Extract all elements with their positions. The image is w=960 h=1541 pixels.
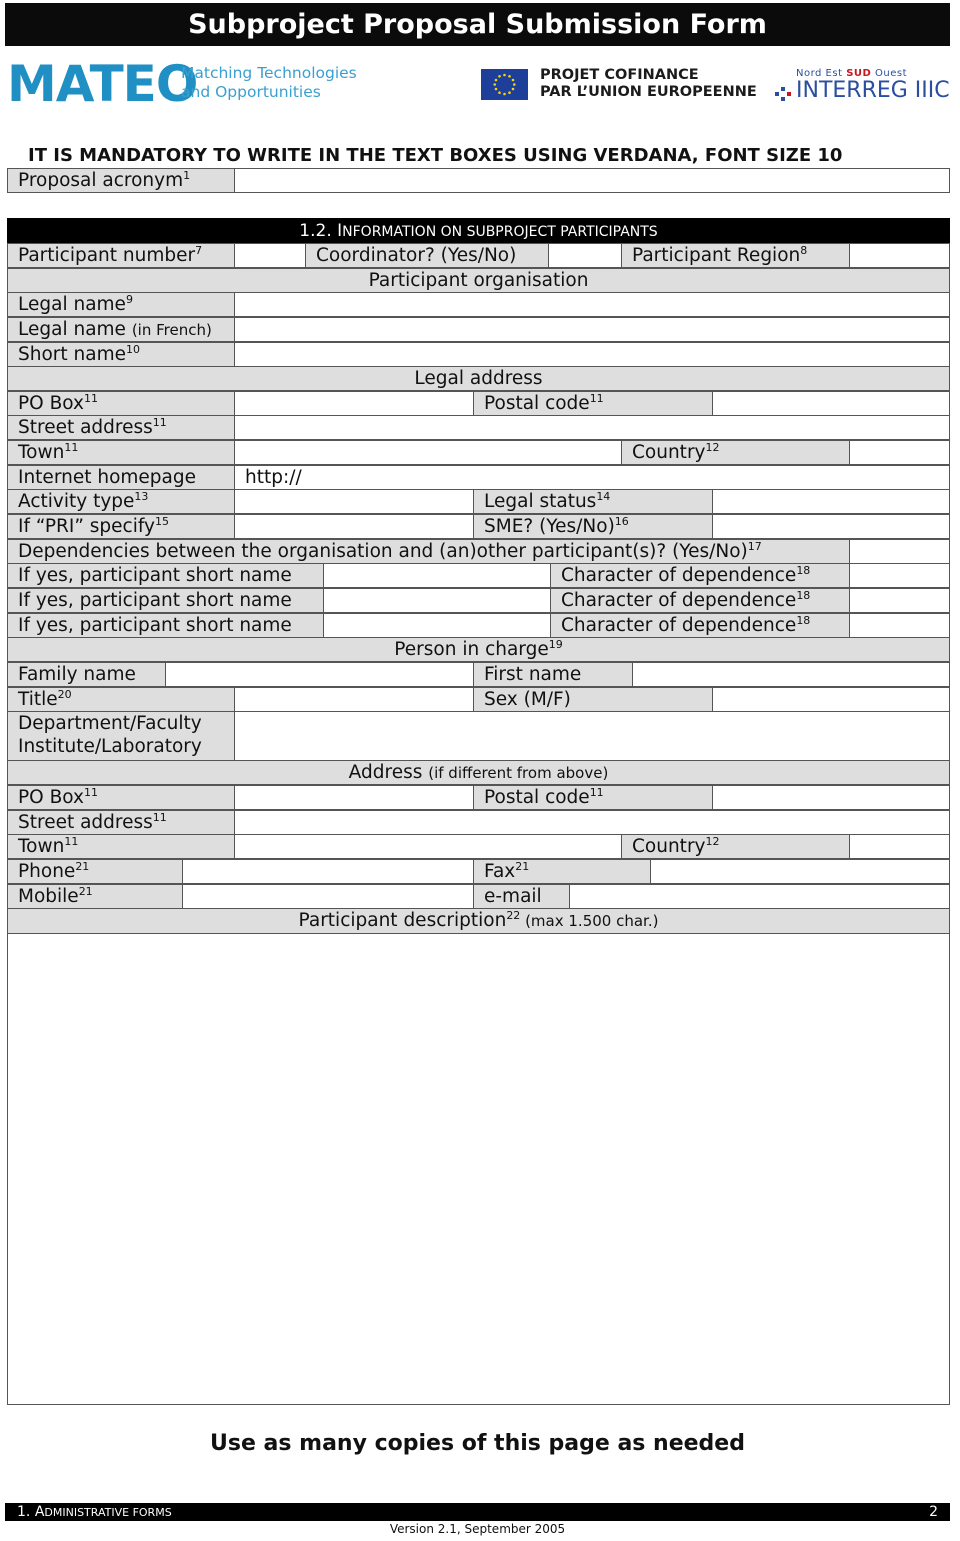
footer-first: A [34,1504,45,1520]
mateo-tagline [181,64,357,102]
label-text: Activity type [18,491,135,512]
eu-cofinance-text [540,67,757,101]
footnote-ref: 17 [747,540,762,553]
label-note: (if different from above) [428,764,609,782]
dep-short-name-field[interactable] [323,563,551,588]
po-box-field[interactable] [234,391,474,416]
postal-code-field[interactable] [712,391,950,416]
footnote-ref: 14 [596,490,611,503]
copies-note: Use as many copies of this page as needed [210,1431,745,1456]
label-text: PO Box [18,787,84,808]
mobile-label [7,884,183,909]
dep-short-name-field[interactable] [323,588,551,613]
label-text: Country [632,442,706,463]
sex-label: Sex (M/F) [473,687,713,712]
participant-description-textarea[interactable] [7,933,950,1405]
label-text: Participant description [298,910,507,931]
homepage-label: Internet homepage [7,465,235,490]
dep-character-label [550,613,850,638]
participant-number-field[interactable] [234,243,306,268]
po-box-label [7,391,235,416]
first-name-label: First name [473,662,633,687]
homepage-field[interactable]: http:// [234,465,950,490]
country-field[interactable] [849,440,950,465]
street-address-label [7,810,235,835]
family-name-label: Family name [7,662,166,687]
footnote-ref: 11 [152,811,167,824]
participant-region-label [621,243,850,268]
dep-short-name-label: If yes, participant short name [7,563,324,588]
participant-number-label [7,243,235,268]
activity-type-label [7,489,235,514]
footnote-ref: 10 [126,343,140,356]
label-text: Mobile [18,886,79,907]
footnote-ref: 21 [75,860,90,873]
label-text: Country [632,836,706,857]
footnote-ref: 21 [78,885,93,898]
fax-label [473,859,651,884]
footnote-ref: 11 [589,786,604,799]
footer-rest: DMINISTRATIVE FORMS [44,1506,172,1519]
town-label [7,440,235,465]
po-box-field[interactable] [234,785,474,810]
town-field[interactable] [234,834,622,859]
sme-field[interactable] [712,514,950,539]
label-text: Address [348,762,429,783]
dependencies-field[interactable] [849,539,950,564]
legal-name-french-label [7,317,235,342]
title-label [7,687,235,712]
dep-short-name-label: If yes, participant short name [7,588,324,613]
email-field[interactable] [569,884,950,909]
participant-description-heading [7,908,950,934]
label-text: Street address [18,417,153,438]
dep-character-label [550,563,850,588]
postal-code-label [473,785,713,810]
legal-address-heading: Legal address [7,366,950,391]
mandatory-notice: IT IS MANDATORY TO WRITE IN THE TEXT BOXES USING VERDANA, FONT SIZE 10 [28,145,843,166]
town-label [7,834,235,859]
coordinator-field[interactable] [548,243,622,268]
label-text: SME? (Yes/No) [484,516,615,537]
footnote-ref: 8 [800,244,808,257]
sex-field[interactable] [712,687,950,712]
mateo-tagline-line1: Matching Technologies [181,64,357,82]
activity-type-field[interactable] [234,489,474,514]
label-text: Dependencies between the organisation and (an)other participant(s)? (Yes/No) [18,541,748,562]
section-header [7,218,950,243]
country-field[interactable] [849,834,950,859]
footnote-ref: 11 [589,392,604,405]
street-address-field[interactable] [234,415,950,440]
section-title-rest: NFORMATION ON SUBPROJECT PARTICIPANTS [342,224,658,240]
street-address-field[interactable] [234,810,950,835]
phone-label [7,859,183,884]
label-text: Fax [484,861,516,882]
mobile-field[interactable] [182,884,474,909]
email-label: e-mail [473,884,570,909]
label-note: (in French) [131,321,212,339]
label-text: Street address [18,812,153,833]
footnote-ref: 1 [183,169,191,182]
version-text: Version 2.1, September 2005 [389,1522,566,1536]
label-text: Town [18,836,65,857]
footnote-ref: 12 [705,441,720,454]
short-name-label [7,342,235,367]
footnote-ref: 19 [548,638,563,651]
section-number: 1.2. [299,221,338,241]
footnote-ref: 11 [64,441,79,454]
title-field[interactable] [234,687,474,712]
label-text: Participant Region [632,245,801,266]
label-text: Title [18,689,58,710]
street-address-label [7,415,235,440]
country-label [621,834,850,859]
interreg-dots-icon [774,84,794,108]
mateo-tagline-line2: and Opportunities [181,83,321,101]
footer-bar [5,1503,950,1521]
label-text: PO Box [18,393,84,414]
footnote-ref: 18 [796,614,811,627]
department-field[interactable] [234,711,950,761]
fax-field[interactable] [650,859,950,884]
participant-region-field[interactable] [849,243,950,268]
form-title: Subproject Proposal Submission Form [5,3,950,46]
short-name-field[interactable] [234,342,950,367]
label-text: Legal name [18,319,132,340]
department-line2: Institute/Laboratory [18,736,202,757]
label-text: Participant number [18,245,196,266]
dep-short-name-label: If yes, participant short name [7,613,324,638]
footnote-ref: 11 [64,835,79,848]
footnote-ref: 18 [796,589,811,602]
label-text: Legal status [484,491,597,512]
label-text: Phone [18,861,76,882]
dependencies-label [7,539,850,564]
sme-label [473,514,713,539]
mateo-logo: MATEO [7,55,198,113]
footnote-ref: 15 [155,515,170,528]
interreg-logo: INTERREG IIIC [796,78,950,103]
footer-section-num: 1. [17,1504,35,1520]
legal-name-french-field[interactable] [234,317,950,342]
dep-character-label [550,588,850,613]
proposal-acronym-field[interactable] [234,168,950,193]
po-box-label [7,785,235,810]
footer-section [17,1503,172,1522]
dep-character-field[interactable] [849,563,950,588]
dep-character-field[interactable] [849,588,950,613]
footnote-ref: 20 [57,688,72,701]
label-text: Proposal acronym [18,170,184,191]
footnote-ref: 16 [614,515,629,528]
participant-organisation-heading: Participant organisation [7,268,950,293]
coordinator-label: Coordinator? (Yes/No) [305,243,549,268]
pri-field[interactable] [234,514,474,539]
footnote-ref: 11 [84,786,98,799]
page-number: 2 [929,1504,938,1520]
family-name-field[interactable] [165,662,474,687]
address-heading [7,760,950,785]
department-line1: Department/Faculty [18,713,202,734]
footnote-ref: 11 [152,416,167,429]
label-text: Town [18,442,65,463]
postal-code-label [473,391,713,416]
footnote-ref: 7 [195,244,203,257]
footnote-ref: 13 [134,490,149,503]
label-text: Postal code [484,393,590,414]
label-text: Legal name [18,294,126,315]
interreg-top-c: Ouest [871,68,907,79]
department-label [7,711,235,761]
legal-name-label [7,292,235,317]
person-in-charge-heading [7,637,950,662]
label-text: Character of dependence [561,565,797,586]
eu-flag-icon [481,69,528,100]
legal-status-field[interactable] [712,489,950,514]
label-text: Character of dependence [561,590,797,611]
legal-status-label [473,489,713,514]
eu-text-line1: PROJET COFINANCE [540,67,699,83]
section-title-first: I [337,221,343,241]
label-text: Character of dependence [561,615,797,636]
interreg-top-b: SUD [846,68,872,79]
legal-name-field[interactable] [234,292,950,317]
footnote-ref: 11 [84,392,98,405]
footnote-ref: 12 [705,835,720,848]
footnote-ref: 22 [506,909,521,922]
footnote-ref: 21 [515,860,530,873]
footnote-ref: 18 [796,564,811,577]
postal-code-field[interactable] [712,785,950,810]
label-text: Short name [18,344,126,365]
footnote-ref: 9 [125,293,133,306]
interreg-top-a: Nord Est [796,68,847,79]
label-note: (max 1.500 char.) [520,912,659,930]
first-name-field[interactable] [632,662,950,687]
eu-text-line2: PAR L’UNION EUROPEENNE [540,84,757,100]
dep-character-field[interactable] [849,613,950,638]
label-text: If “PRI” specify [18,516,156,537]
label-text: Postal code [484,787,590,808]
country-label [621,440,850,465]
proposal-acronym-label [7,168,235,193]
pri-label [7,514,235,539]
label-text: Person in charge [394,639,549,660]
phone-field[interactable] [182,859,474,884]
dep-short-name-field[interactable] [323,613,551,638]
town-field[interactable] [234,440,622,465]
